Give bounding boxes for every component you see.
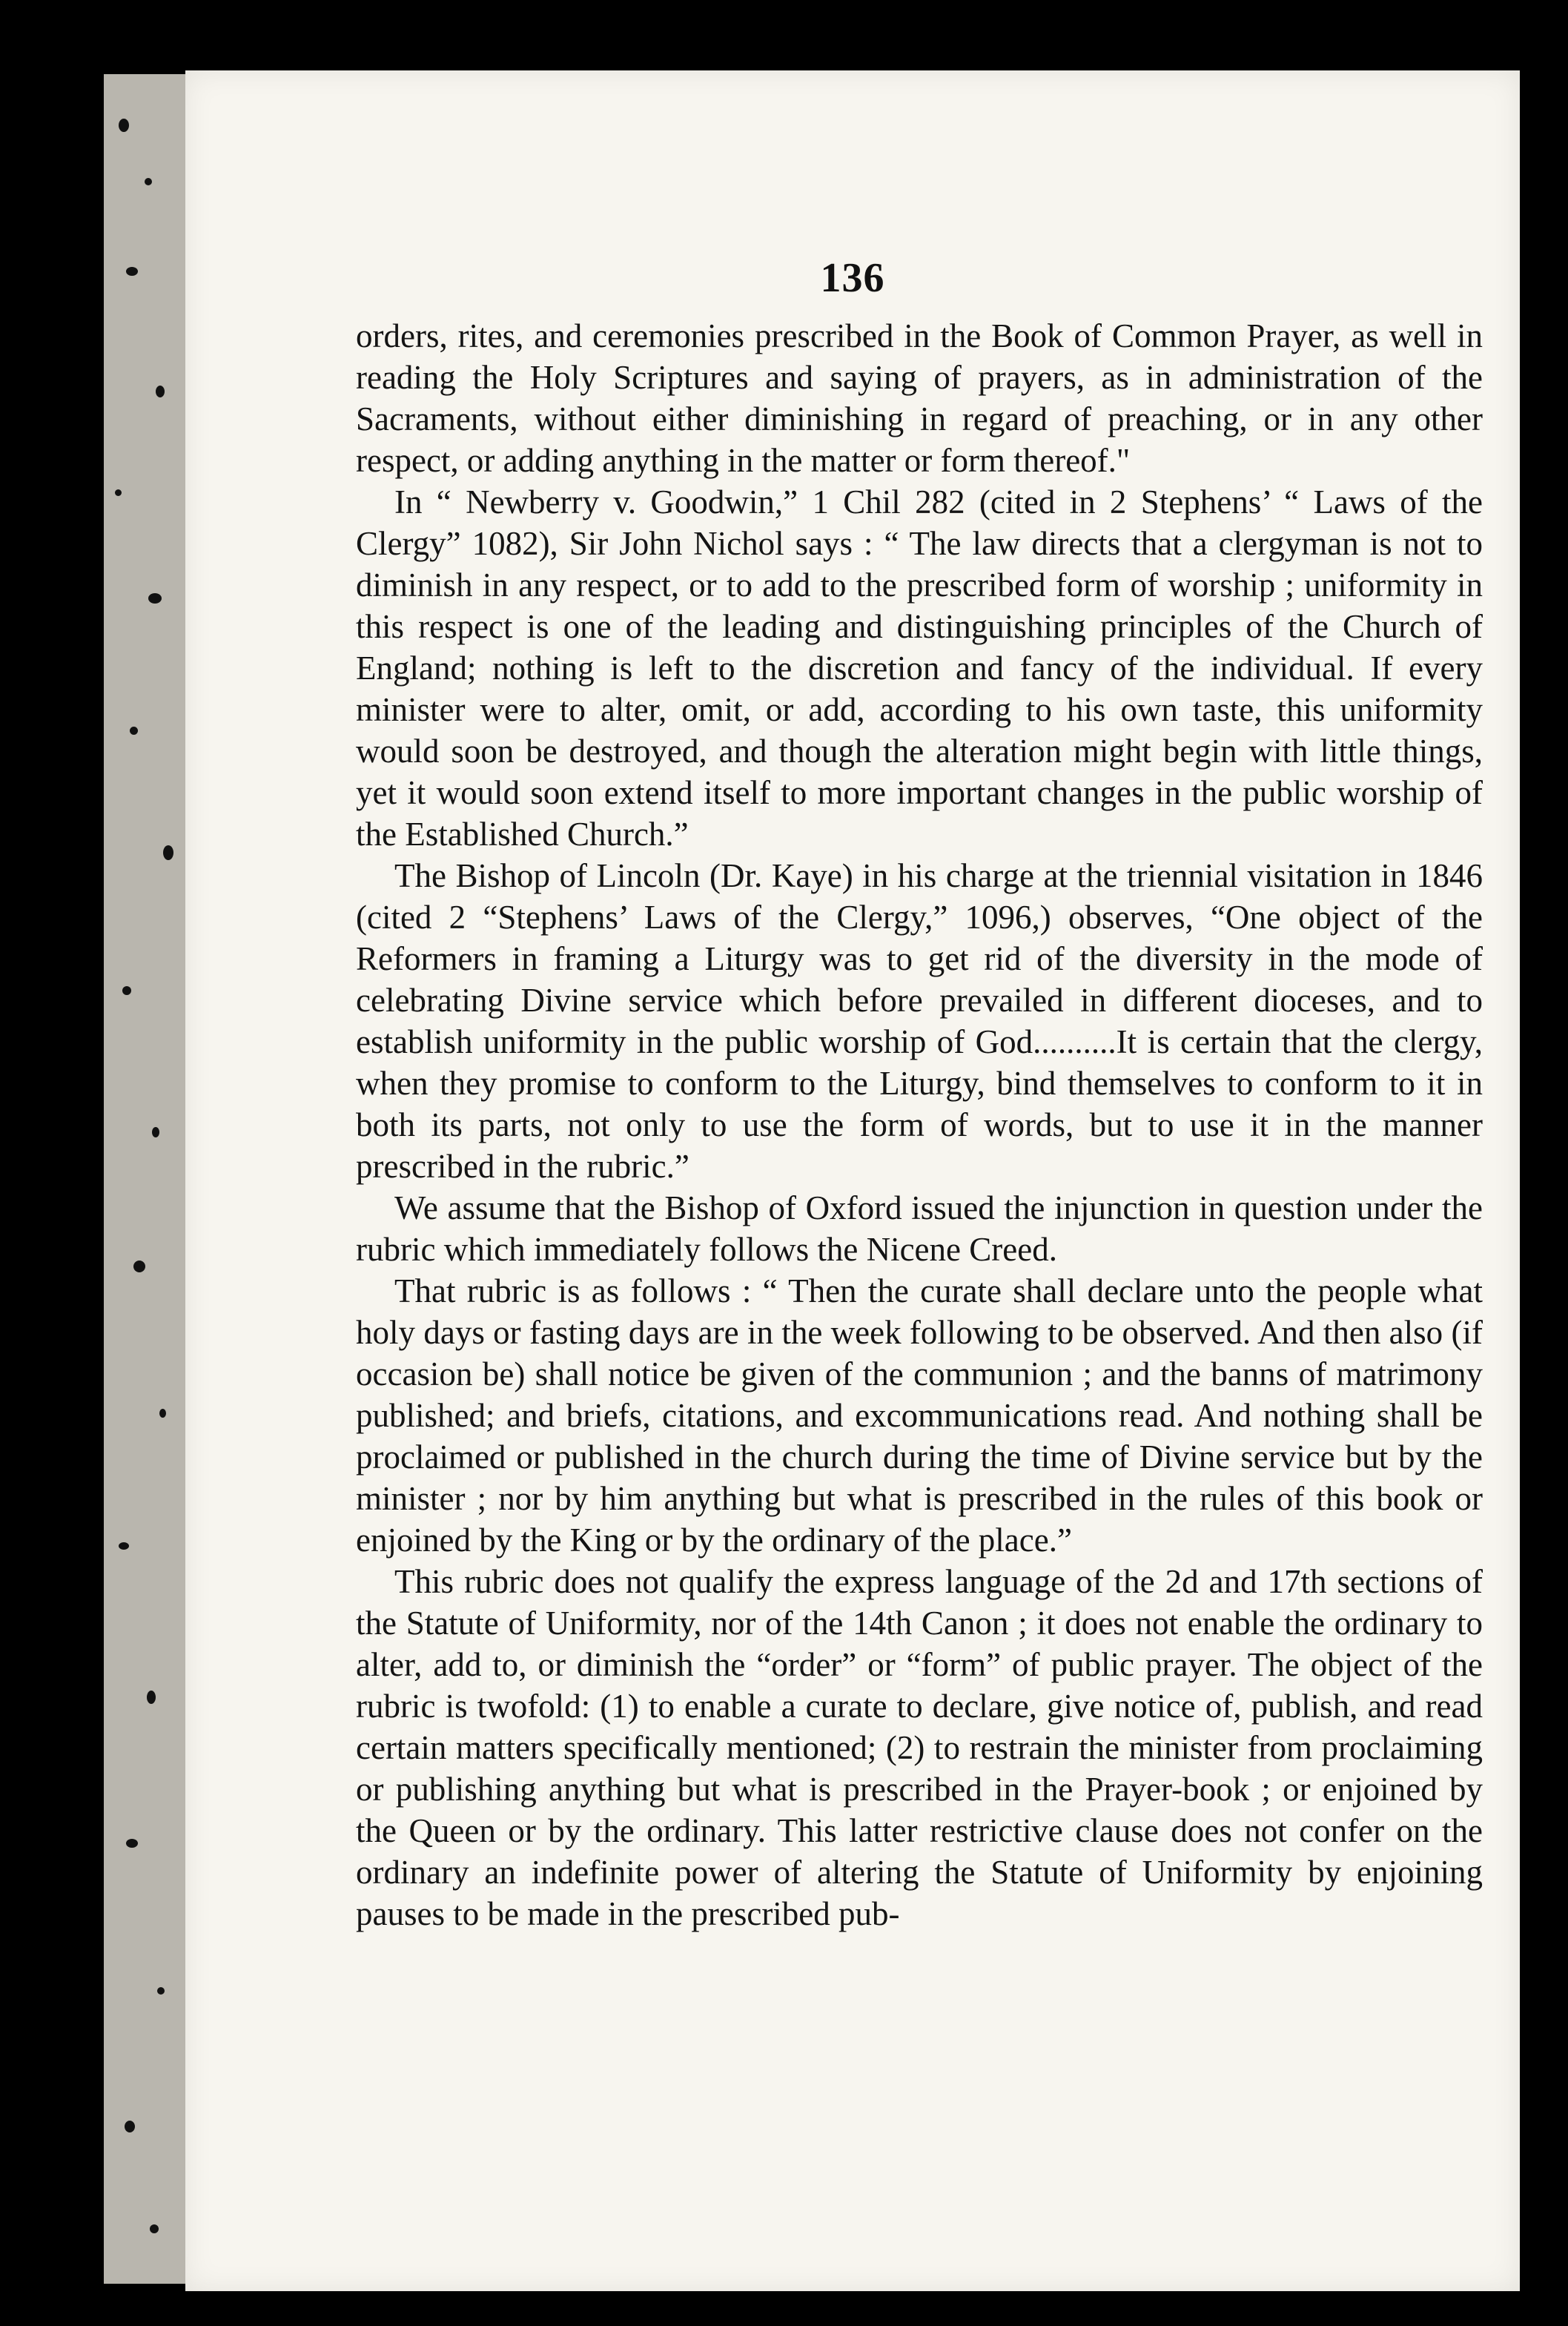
ink-speck (157, 1987, 165, 1995)
ink-speck (125, 2121, 135, 2132)
ink-speck (147, 1691, 156, 1704)
scan-border-right (1520, 70, 1568, 2291)
paragraph-rubric-quote: That rubric is as follows : “ Then the curate shall declare unto the people what holy days or fasting days are in the week following to be observed. And then also (if occasion be) shall notice be given of the communion ; and the banns of matrimony published; and briefs, citations, and excommunications read. And nothing shall be proclaimed or published in the church during the time of Divine service but by the minister ; nor by him anything but what is prescribed in the rules of this book or enjoined by the King or by the ordinary of the place.” (356, 1272, 1483, 1559)
paragraph-newberry-v-goodwin: In “ Newberry v. Goodwin,” 1 Chil 282 (cited in 2 Stephens’ “ Laws of the Clergy” 1082), Sir John Nichol says : “ The law directs that a clergyman is not to diminish in any respect, or to add to the prescribed form of worship ; uniformity in this respect is one of the leading and distinguishing principles of the Church of England; nothing is left to the discretion and fancy of the individual. If every minister were to alter, omit, or add, according to his own taste, this uniformity would soon be destroyed, and though the alteration might begin with little things, yet it would soon extend itself to more important changes in the public worship of the Established Church.” (356, 483, 1483, 853)
ink-speck (119, 119, 129, 132)
paragraph-bishop-of-lincoln: The Bishop of Lincoln (Dr. Kaye) in his charge at the triennial visitation in 1846 (cited 2 “Stephens’ Laws of the Clergy,” 1096,) observes, “One object of the Reformers in framing a Liturgy was to get rid of the diversity in the mode of celebrating Divine service which before prevailed in different dioceses, and to establish uniformity in the public worship of God..........It is certain that the clergy, when they promise to conform to the Liturgy, bind themselves to conform to it in both its parts, not only to use the form of words, but to use it in the manner prescribed in the rubric.” (356, 857, 1483, 1185)
ink-speck (119, 1542, 129, 1550)
ink-speck (163, 845, 173, 860)
ink-speck (130, 727, 138, 735)
ink-speck (156, 386, 165, 397)
ink-speck (150, 2224, 159, 2233)
paragraph-bishop-of-oxford: We assume that the Bishop of Oxford issued the injunction in question under the rubric which immediately follows the Nicene Creed. (356, 1189, 1483, 1268)
page-number: 136 (820, 255, 885, 301)
paragraph-continuation: orders, rites, and ceremonies prescribed in the Book of Common Prayer, as well in reading the Holy Scriptures and saying of prayers, as in administration of the Sacraments, without either diminishing in regard of preaching, or in any other respect, or adding anything in the matter or form thereof." (356, 317, 1483, 479)
page-body (356, 315, 1483, 1935)
ink-speck (152, 1127, 159, 1137)
ink-speck (122, 986, 131, 995)
ink-speck (126, 1839, 138, 1848)
book-page (185, 70, 1520, 2291)
ink-speck (145, 178, 152, 185)
ink-speck (148, 593, 162, 604)
ink-speck (133, 1261, 145, 1272)
ink-speck (159, 1409, 166, 1418)
ink-speck (115, 489, 122, 496)
ink-speck (126, 267, 138, 276)
page-edge-left (104, 74, 193, 2284)
paragraph-rubric-analysis: This rubric does not qualify the express language of the 2d and 17th sections of the Statute of Uniformity, nor of the 14th Canon ; it does not enable the ordinary to alter, add to, or diminish the “order” or “form” of public prayer. The object of the rubric is twofold: (1) to enable a curate to declare, give notice of, publish, and read certain matters specifically mentioned; (2) to restrain the minister from proclaiming or publishing anything but what is prescribed in the Prayer-book ; or enjoined by the Queen or by the ordinary. This latter restrictive clause does not confer on the ordinary an indefinite power of altering the Statute of Uniformity by enjoining pauses to be made in the prescribed pub- (356, 1563, 1483, 1932)
